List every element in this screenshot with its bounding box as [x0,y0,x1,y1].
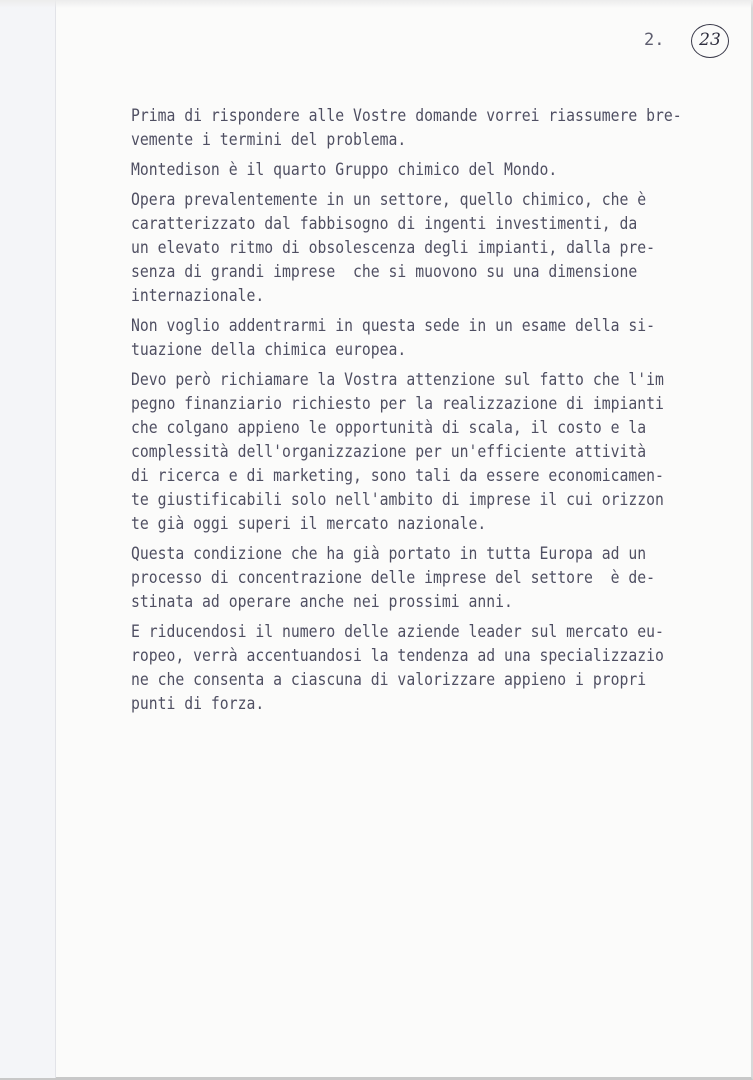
text-line: Prima di rispondere alle Vostre domande vorrei riassumere bre- [131,106,682,125]
text-line: Non voglio addentrarmi in questa sede in un esame della si- [131,316,655,335]
paragraph [131,542,653,614]
paragraph [131,620,664,716]
document-body [131,104,682,722]
text-line: pegno finanziario richiesto per la realizzazione di impianti [131,394,664,413]
text-line: tuazione della chimica europea. [131,340,407,359]
text-line: processo di concentrazione delle imprese del settore è de- [131,568,655,587]
folio-stamp: 23 [691,24,729,58]
text-line: caratterizzato dal fabbisogno di ingenti investimenti, da [131,214,638,233]
text-line: Montedison è il quarto Gruppo chimico del Mondo. [131,160,558,179]
text-line: E riducendosi il numero delle aziende leader sul mercato eu- [131,622,664,641]
text-line: di ricerca e di marketing, sono tali da essere economicamen- [131,466,664,485]
paragraph [131,314,653,362]
paragraph [131,158,653,182]
text-line: vemente i termini del problema. [131,130,407,149]
text-line: complessità dell'organizzazione per un'efficiente attività [131,442,647,461]
text-line: te già oggi superi il mercato nazionale. [131,514,487,533]
page-top-edge [0,0,753,8]
text-line: ne che consenta a ciascuna di valorizzare appieno i propri [131,670,647,689]
text-line: ropeo, verrà accentuandosi la tendenza ad una specializzazio [131,646,664,665]
binding-margin-strip [0,0,56,1078]
text-line: Questa condizione che ha già portato in tutta Europa ad un [131,544,647,563]
paragraph [131,104,682,152]
text-line: te giustificabili solo nell'ambito di imprese il cui orizzon [131,490,664,509]
paragraph [131,368,664,536]
text-line: che colgano appieno le opportunità di scala, il costo e la [131,418,647,437]
text-line: un elevato ritmo di obsolescenza degli impianti, dalla pre- [131,238,655,257]
text-line: stinata ad operare anche nei prossimi anni. [131,592,513,611]
text-line: Opera prevalentemente in un settore, quello chimico, che è [131,190,647,209]
text-line: Devo però richiamare la Vostra attenzione sul fatto che l'im [131,370,664,389]
paragraph [131,188,653,308]
text-line: internazionale. [131,286,265,305]
text-line: punti di forza. [131,694,265,713]
text-line: senza di grandi imprese che si muovono su una dimensione [131,262,638,281]
page-number: 2. [644,30,665,50]
